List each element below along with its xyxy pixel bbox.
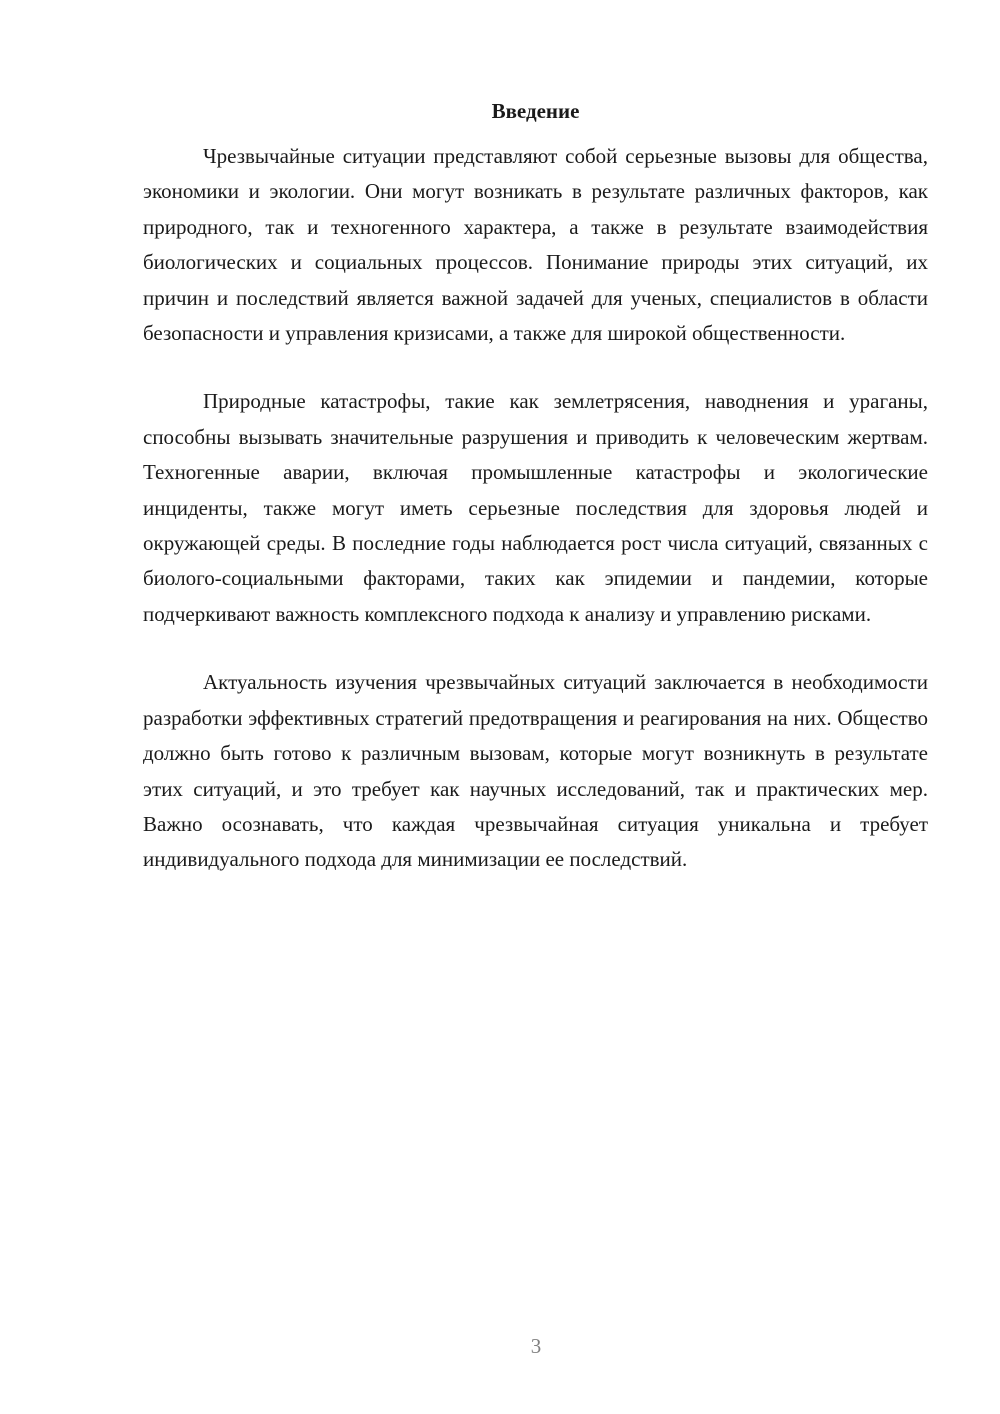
paragraph-2: Природные катастрофы, такие как землетрясения, наводнения и ураганы, способны вызывать значительные разрушения и приводить к человеческим жертвам. Техногенные аварии, включая промышленные катастрофы и экологические инциденты, также могут иметь серьезные последствия для здоровья людей и окружающей среды. В последние годы наблюдается рост числа ситуаций, связанных с биолого-социальными факторами, таких как эпидемии и пандемии, которые подчеркивают важность комплексного подхода к анализу и управлению рисками. xyxy=(143,389,928,626)
paragraph-3: Актуальность изучения чрезвычайных ситуаций заключается в необходимости разработки эффективных стратегий предотвращения и реагирования на них. Общество должно быть готово к различным вызовам, которые могут возникнуть в результате этих ситуаций, и это требует как научных исследований, так и практических мер. Важно осознавать, что каждая чрезвычайная ситуация уникальна и требует индивидуального подхода для минимизации ее последствий. xyxy=(143,670,928,872)
page-number: 3 xyxy=(530,1334,542,1358)
paragraph-1: Чрезвычайные ситуации представляют собой серьезные вызовы для общества, экономики и экологии. Они могут возникать в результате различных факторов, как природного, так и техногенного характера, а также в результате взаимодействия биологических и социальных процессов. Понимание природы этих ситуаций, их причин и последствий является важной задачей для ученых, специалистов в области безопасности и управления кризисами, а также для широкой общественности. xyxy=(143,144,928,346)
section-title: Введение xyxy=(491,99,580,123)
page-content xyxy=(143,95,928,911)
